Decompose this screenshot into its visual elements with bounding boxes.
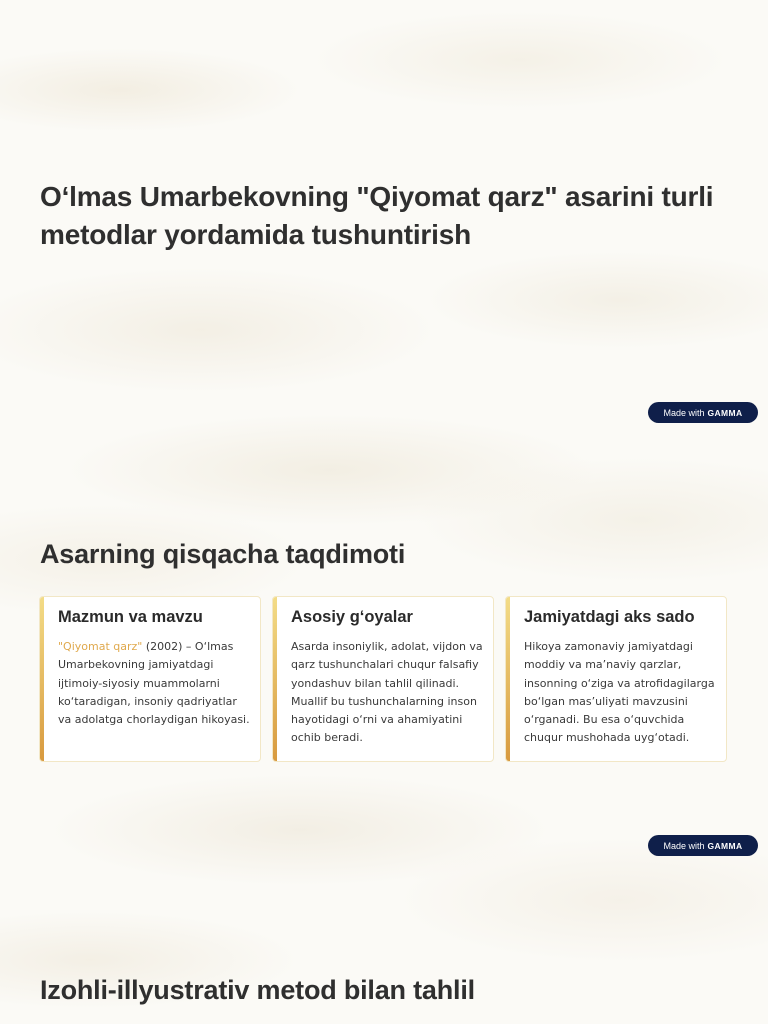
slide-2-title: Asarning qisqacha taqdimoti (40, 539, 406, 569)
slide-1-title: O‘lmas Umarbekovning "Qiyomat qarz" asarini turli metodlar yordamida tushuntirish (40, 181, 714, 250)
card-content-theme (39, 596, 261, 762)
card-main-ideas (272, 596, 494, 762)
made-with-gamma-badge[interactable] (648, 835, 758, 856)
card-body: Asarda insoniylik, adolat, vijdon va qarz tushunchalari chuqur falsafiy yondashuv bilan tahlil qilinadi. Muallif bu tushunchalarning inson hayotidagi o‘rni va ahamiyatini ochib beradi. (291, 640, 483, 745)
gamma-logo-text: GAMMA (707, 407, 743, 418)
card-body: Hikoya zamonaviy jamiyatdagi moddiy va ma’naviy qarzlar, insonning o‘ziga va atrofidagilarga bo‘lgan mas’uliyati mavzusini o‘rganadi. Bu esa o‘quvchida chuqur mushohada uyg‘otadi. (524, 640, 715, 745)
card-accent-bar (40, 597, 44, 761)
card-accent-bar (273, 597, 277, 761)
card-highlight-link[interactable]: "Qiyomat qarz" (58, 640, 143, 653)
slide-3-title: Izohli-illyustrativ metod bilan tahlil (40, 975, 475, 1005)
badge-made-with-label: Made with (663, 840, 705, 851)
card-body-text: (2002) – O‘lmas Umarbekovning jamiyatdagi ijtimoiy-siyosiy muammolarni ko‘taradigan, insoniy qadriyatlar va adolatga chorlaydigan hikoyasi. (58, 640, 250, 727)
card-body (58, 638, 250, 729)
made-with-gamma-badge[interactable] (648, 402, 758, 423)
badge-made-with-label: Made with (663, 407, 705, 418)
gamma-logo-text: GAMMA (707, 840, 743, 851)
card-heading: Jamiyatdagi aks sado (524, 608, 695, 626)
card-accent-bar (506, 597, 510, 761)
summary-cards (39, 596, 727, 762)
card-social-echo (505, 596, 727, 762)
card-heading: Asosiy g‘oyalar (291, 608, 413, 626)
card-heading: Mazmun va mavzu (58, 608, 203, 626)
